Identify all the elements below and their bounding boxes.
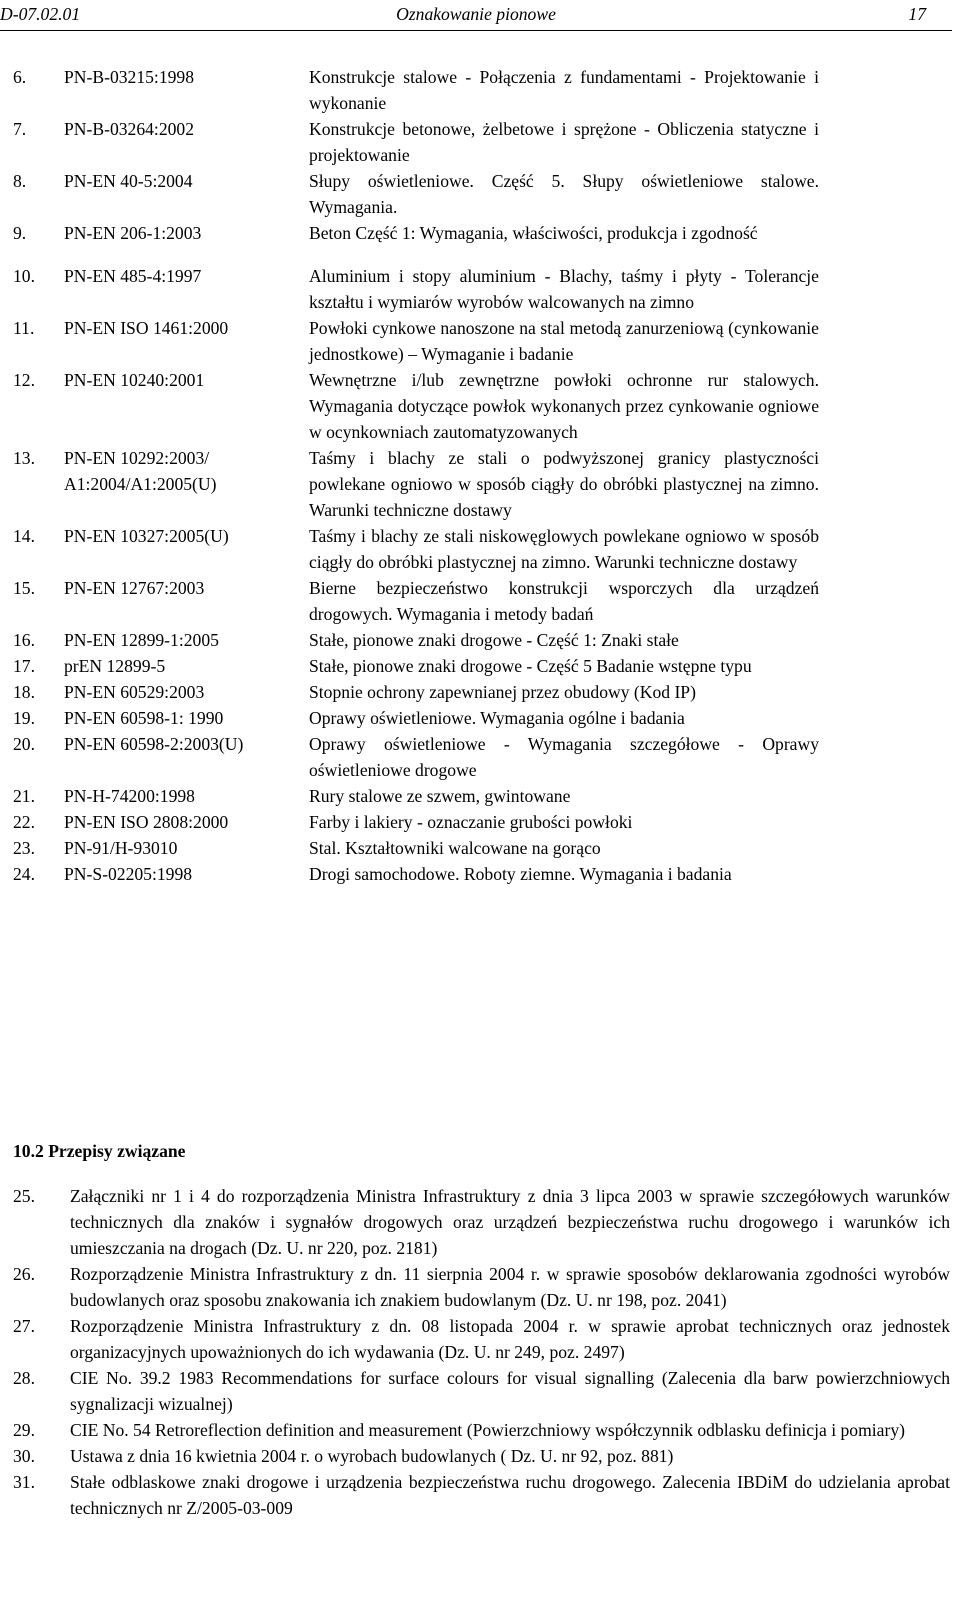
standard-code-line: PN-EN 60598-2:2003(U) [64,734,244,754]
standard-item [13,168,819,220]
standard-description: Wewnętrzne i/lub zewnętrzne powłoki ochronne rur stalowych. Wymagania dotyczące powłok wykonanych przez cynkowanie ogniowe w ocynkowniach zautomatyzowanych [309,370,819,442]
standard-description: Oprawy oświetleniowe. Wymagania ogólne i badania [309,708,685,728]
standard-number: 10. [13,266,35,286]
standard-code-line: PN-EN 12767:2003 [64,578,205,598]
standard-number: 9. [13,223,27,243]
standard-number: 19. [13,708,35,728]
standard-number: 24. [13,864,35,884]
standard-description: Taśmy i blachy ze stali niskowęglowych powlekane ogniowo w sposób ciągły do obróbki plastycznej na zimno. Warunki techniczne dostawy [309,526,819,572]
standard-code-line: PN-B-03215:1998 [64,67,195,87]
standard-code-line: PN-EN 40-5:2004 [64,171,193,191]
standard-code-line: prEN 12899-5 [64,656,166,676]
standard-item [13,220,819,246]
standard-item [13,367,819,445]
standard-description: Bierne bezpieczeństwo konstrukcji wsporczych dla urządzeń drogowych. Wymagania i metody badań [309,578,819,624]
regulation-text: Załączniki nr 1 i 4 do rozporządzenia Ministra Infrastruktury z dnia 3 lipca 2003 w sprawie szczegółowych warunków technicznych dla znaków i sygnałów drogowych oraz urządzeń bezpieczeństwa ruchu drogowego i warunków ich umieszczania na drogach (Dz. U. nr 220, poz. 2181) [70,1186,950,1258]
regulation-item [13,1261,950,1313]
standard-number: 23. [13,838,35,858]
standard-code [64,263,309,315]
standard-code [64,367,309,445]
standard-code-line: PN-S-02205:1998 [64,864,193,884]
standard-code [64,731,309,783]
standard-code-line: PN-EN 60598-1: 1990 [64,708,224,728]
standard-number: 8. [13,171,27,191]
standard-number: 11. [13,318,35,338]
section-title: 10.2 Przepisy związane [13,1141,186,1161]
standard-number: 14. [13,526,35,546]
standard-code [64,168,309,220]
standard-item [13,783,819,809]
standard-code-line: PN-EN 60529:2003 [64,682,205,702]
standard-item [13,731,819,783]
standard-code [64,220,309,246]
document-code: D-07.02.01 [0,4,81,24]
standard-item [13,679,819,705]
standard-code [64,783,309,809]
standard-description: Konstrukcje betonowe, żelbetowe i sprężone - Obliczenia statyczne i projektowanie [309,119,819,165]
standard-item [13,523,819,575]
regulation-number: 31. [13,1472,35,1492]
standard-code [64,116,309,168]
regulation-item [13,1443,950,1469]
regulation-number: 30. [13,1446,35,1466]
regulation-item [13,1313,950,1365]
standard-item [13,64,819,116]
standard-description: Drogi samochodowe. Roboty ziemne. Wymagania i badania [309,864,732,884]
regulation-item [13,1365,950,1417]
standard-code [64,653,309,679]
page-header [0,0,952,31]
page-number: 17 [908,4,926,24]
regulation-text: Rozporządzenie Ministra Infrastruktury z dn. 08 listopada 2004 r. w sprawie aprobat technicznych oraz jednostek organizacyjnych upoważnionych do ich wydawania (Dz. U. nr 249, poz. 2497) [70,1316,950,1362]
regulation-number: 29. [13,1420,35,1440]
standard-code [64,523,309,575]
standard-item [13,116,819,168]
standard-number: 6. [13,67,27,87]
standard-code-line: PN-EN ISO 1461:2000 [64,318,229,338]
standard-code [64,861,309,887]
standard-description: Taśmy i blachy ze stali o podwyższonej granicy plastyczności powlekane ogniowo w sposób ciągły do obróbki plastycznej na zimno. Warunki techniczne dostawy [309,448,819,520]
standard-item [13,705,819,731]
standard-code-line: PN-EN 10327:2005(U) [64,526,229,546]
regulation-number: 26. [13,1264,35,1284]
standard-code [64,705,309,731]
standard-description: Powłoki cynkowe nanoszone na stal metodą zanurzeniową (cynkowanie jednostkowe) – Wymaganie i badanie [309,318,819,364]
standard-number: 15. [13,578,35,598]
regulations-list [13,1183,950,1521]
standard-description: Farby i lakiery - oznaczanie grubości powłoki [309,812,633,832]
standard-number: 16. [13,630,35,650]
standard-code-line: PN-EN ISO 2808:2000 [64,812,229,832]
standard-code-line: PN-EN 10240:2001 [64,370,205,390]
regulation-item [13,1183,950,1261]
standard-number: 13. [13,448,35,468]
standard-code [64,445,309,523]
standard-number: 22. [13,812,35,832]
standard-number: 17. [13,656,35,676]
regulation-number: 28. [13,1368,35,1388]
standard-code [64,627,309,653]
regulation-text: Rozporządzenie Ministra Infrastruktury z dn. 11 sierpnia 2004 r. w sprawie sposobów deklarowania zgodności wyrobów budowlanych oraz sposobu znakowania ich znakiem budowlanym (Dz. U. nr 198, poz. 2041) [70,1264,950,1310]
standard-item [13,575,819,627]
standard-item [13,861,819,887]
standard-code [64,835,309,861]
standard-description: Stopnie ochrony zapewnianej przez obudowy (Kod IP) [309,682,696,702]
standard-item [13,653,819,679]
standard-description: Stałe, pionowe znaki drogowe - Część 1: Znaki stałe [309,630,679,650]
standard-number: 7. [13,119,27,139]
standard-description: Słupy oświetleniowe. Część 5. Słupy oświetleniowe stalowe. Wymagania. [309,171,819,217]
standard-number: 12. [13,370,35,390]
document-title: Oznakowanie pionowe [396,4,556,24]
regulation-text: CIE No. 54 Retroreflection definition and measurement (Powierzchniowy współczynnik odblasku definicja i pomiary) [70,1420,905,1440]
standard-item [13,263,819,315]
standard-number: 18. [13,682,35,702]
standard-item [13,627,819,653]
standard-code [64,64,309,116]
standard-item [13,315,819,367]
standard-description: Beton Część 1: Wymagania, właściwości, produkcja i zgodność [309,223,758,243]
standard-code [64,575,309,627]
standard-code-line: PN-EN 10292:2003/ [64,448,210,468]
regulation-text: Ustawa z dnia 16 kwietnia 2004 r. o wyrobach budowlanych ( Dz. U. nr 92, poz. 881) [70,1446,674,1466]
standard-description: Rury stalowe ze szwem, gwintowane [309,786,571,806]
standard-code-line: A1:2004/A1:2005(U) [64,474,217,494]
standard-description: Konstrukcje stalowe - Połączenia z fundamentami - Projektowanie i wykonanie [309,67,819,113]
standard-number: 21. [13,786,35,806]
regulation-number: 27. [13,1316,35,1336]
standard-code-line: PN-EN 206-1:2003 [64,223,202,243]
standard-code-line: PN-EN 485-4:1997 [64,266,202,286]
standard-item [13,445,819,523]
regulation-number: 25. [13,1186,35,1206]
standard-code-line: PN-EN 12899-1:2005 [64,630,219,650]
regulation-text: CIE No. 39.2 1983 Recommendations for surface colours for visual signalling (Zalecenia dla barw powierzchniowych sygnalizacji wizualnej) [70,1368,950,1414]
standard-number: 20. [13,734,35,754]
standard-description: Stałe, pionowe znaki drogowe - Część 5 Badanie wstępne typu [309,656,752,676]
standard-code [64,315,309,367]
standard-item [13,809,819,835]
standard-item [13,835,819,861]
standard-code-line: PN-B-03264:2002 [64,119,195,139]
regulation-item [13,1469,950,1521]
standard-code-line: PN-H-74200:1998 [64,786,195,806]
regulation-item [13,1417,950,1443]
standard-description: Aluminium i stopy aluminium - Blachy, taśmy i płyty - Tolerancje kształtu i wymiarów wyrobów walcowanych na zimno [309,266,819,312]
standard-code [64,809,309,835]
standard-code [64,679,309,705]
regulation-text: Stałe odblaskowe znaki drogowe i urządzenia bezpieczeństwa ruchu drogowego. Zalecenia IBDiM do udzielania aprobat technicznych nr Z/2005-03-009 [70,1472,950,1518]
standard-description: Oprawy oświetleniowe - Wymagania szczegółowe - Oprawy oświetleniowe drogowe [309,734,819,780]
standard-code-line: PN-91/H-93010 [64,838,178,858]
standard-description: Stal. Kształtowniki walcowane na gorąco [309,838,601,858]
standards-list [13,64,819,887]
